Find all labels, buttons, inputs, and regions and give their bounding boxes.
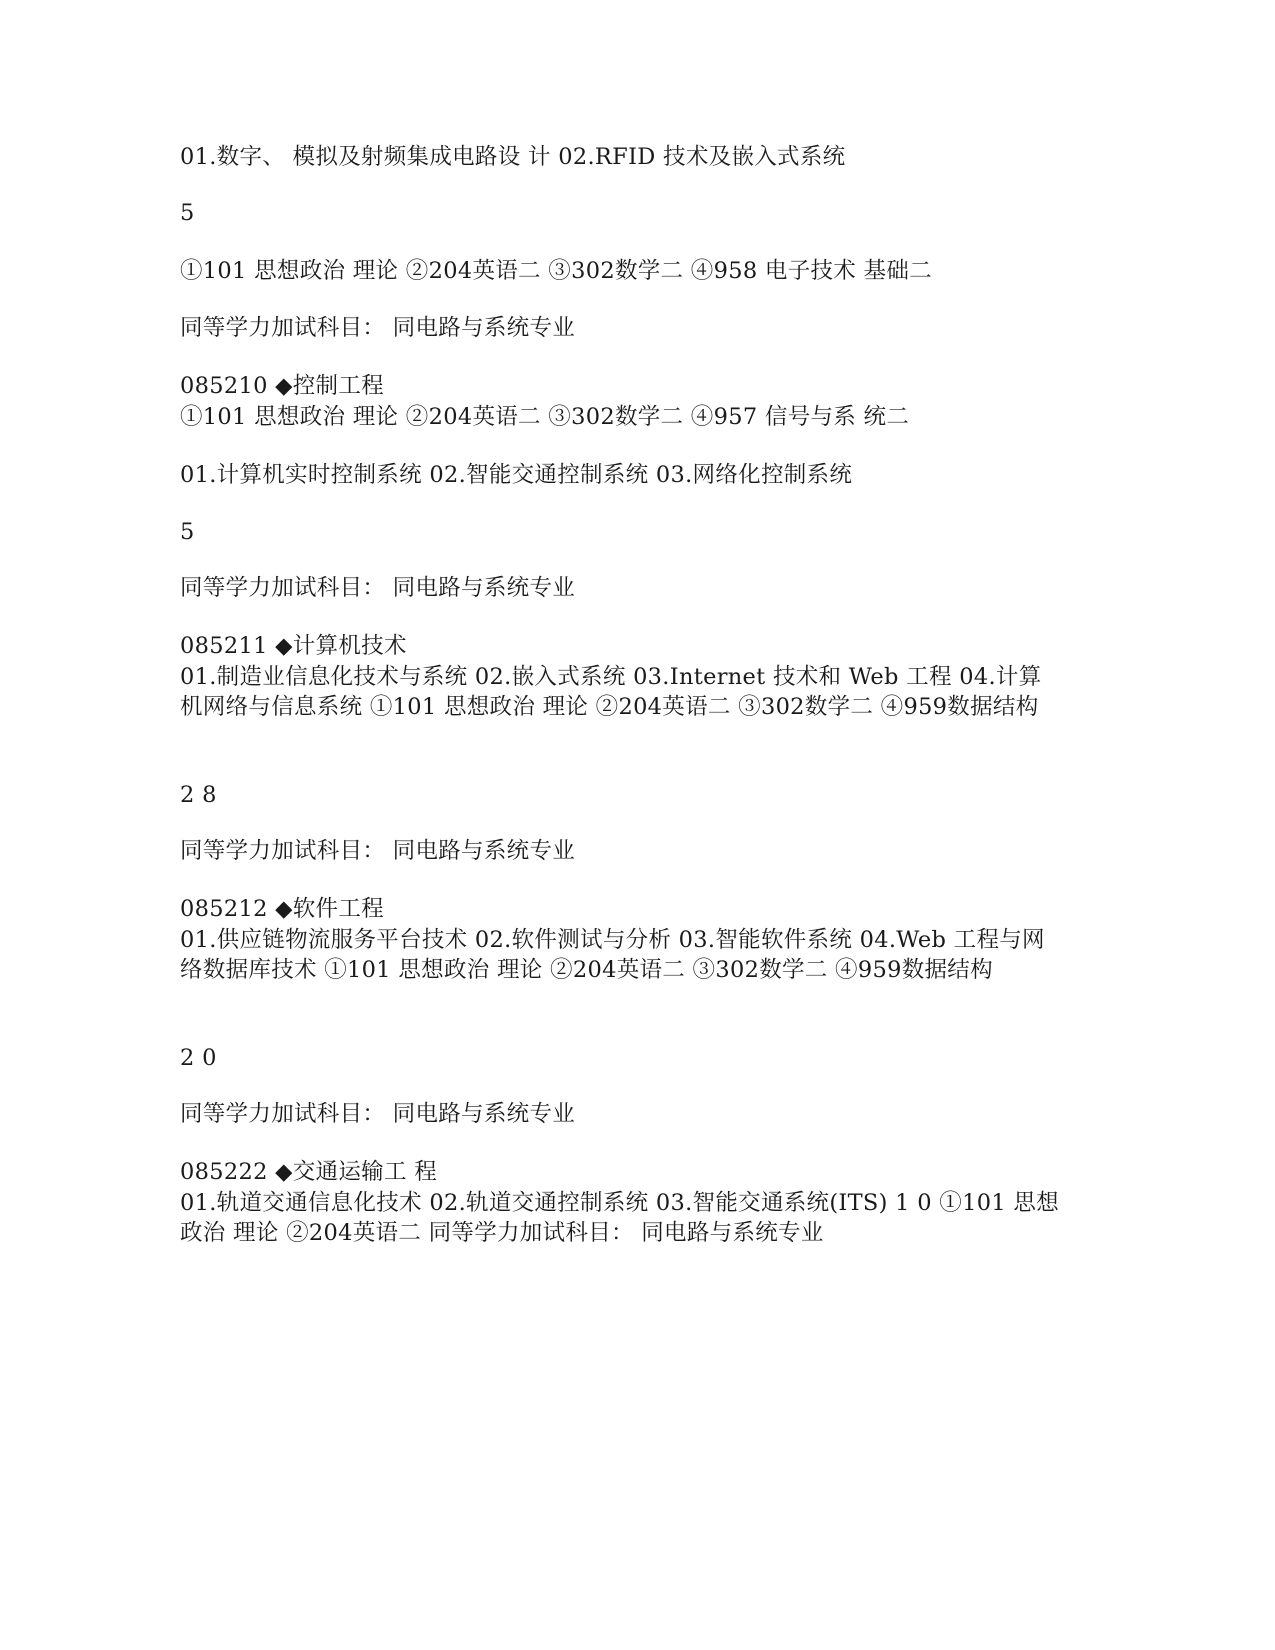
- research-directions-paragraph: 01.制造业信息化技术与系统 02.嵌入式系统 03.Internet 技术和 Web 工程 04.计算机网络与信息系统 ①101 思想政治 理论 ②204英语二 ③302数学二 ④959数据结构: [180, 664, 1042, 720]
- equivalent-exam-line: 同等学力加试科目： 同电路与系统专业: [180, 838, 576, 864]
- exam-subjects-line: ①101 思想政治 理论 ②204英语二 ③302数学二 ④957 信号与系 统二: [180, 404, 910, 430]
- enrollment-count: 5: [180, 519, 195, 545]
- program-heading: 085210 ◆控制工程: [180, 373, 384, 399]
- program-heading: 085222 ◆交通运输工 程: [180, 1159, 437, 1185]
- research-directions-paragraph: 01.轨道交通信息化技术 02.轨道交通控制系统 03.智能交通系统(ITS) 1 0 ①101 思想政治 理论 ②204英语二 同等学力加试科目： 同电路与系统专业: [180, 1190, 1060, 1246]
- equivalent-exam-line: 同等学力加试科目： 同电路与系统专业: [180, 575, 576, 601]
- program-heading: 085212 ◆软件工程: [180, 896, 384, 922]
- enrollment-count: 2 0: [180, 1045, 217, 1071]
- enrollment-count: 2 8: [180, 782, 217, 808]
- equivalent-exam-line: 同等学力加试科目： 同电路与系统专业: [180, 315, 576, 341]
- research-directions-line: 01.计算机实时控制系统 02.智能交通控制系统 03.网络化控制系统: [180, 462, 853, 488]
- exam-subjects-line: ①101 思想政治 理论 ②204英语二 ③302数学二 ④958 电子技术 基础二: [180, 258, 932, 284]
- research-directions-paragraph: 01.供应链物流服务平台技术 02.软件测试与分析 03.智能软件系统 04.Web 工程与网络数据库技术 ①101 思想政治 理论 ②204英语二 ③302数学二 ④959数据结构: [180, 927, 1045, 983]
- enrollment-count: 5: [180, 200, 195, 226]
- research-directions-line: 01.数字、 模拟及射频集成电路设 计 02.RFID 技术及嵌入式系统: [180, 144, 846, 170]
- equivalent-exam-line: 同等学力加试科目： 同电路与系统专业: [180, 1101, 576, 1127]
- program-heading: 085211 ◆计算机技术: [180, 633, 407, 659]
